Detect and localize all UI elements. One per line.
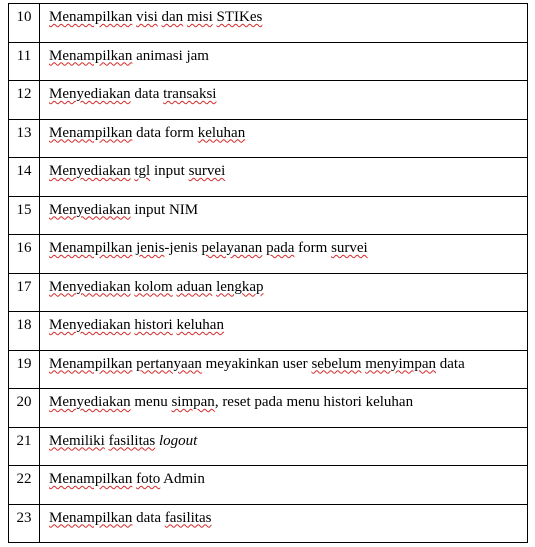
row-description <box>40 350 528 389</box>
spellcheck-flagged-word: aduan <box>176 278 213 295</box>
row-description <box>40 158 528 197</box>
row-number: 21 <box>9 427 40 466</box>
spellcheck-flagged-word: Menampilkan <box>49 509 133 526</box>
spellcheck-flagged-word: Menampilkan <box>49 9 133 25</box>
text-segment: , reset pada menu histori keluhan <box>214 394 414 410</box>
row-description <box>40 4 528 43</box>
spellcheck-flagged-word: Menampilkan <box>49 124 133 141</box>
row-number: 22 <box>9 466 40 505</box>
spellcheck-flagged-word: keluhan <box>197 124 246 141</box>
text-segment: data <box>132 509 165 526</box>
spellcheck-flagged-word: menyimpan <box>365 355 437 372</box>
spellcheck-flagged-word: simpan <box>171 394 215 410</box>
row-number: 19 <box>9 350 40 389</box>
row-description <box>40 42 528 81</box>
row-number: 15 <box>9 196 40 235</box>
spellcheck-flagged-word: pada <box>266 240 295 256</box>
table-row <box>9 273 528 312</box>
spellcheck-flagged-word: Menyediakan <box>49 394 131 410</box>
table-row <box>9 42 528 81</box>
text-segment: Admin <box>160 471 205 487</box>
spellcheck-flagged-word: Menyediakan <box>49 201 131 218</box>
row-description <box>40 466 528 505</box>
table-row <box>9 466 528 505</box>
requirements-table-body <box>9 4 528 543</box>
row-description <box>40 81 528 120</box>
spellcheck-flagged-word: Menampilkan <box>49 47 133 64</box>
row-description <box>40 273 528 312</box>
table-row <box>9 504 528 543</box>
row-number: 13 <box>9 119 40 158</box>
table-row <box>9 312 528 351</box>
spellcheck-flagged-word: visi <box>136 9 158 25</box>
table-row <box>9 350 528 389</box>
spellcheck-flagged-word: Menyediakan <box>49 317 131 333</box>
row-description <box>40 389 528 428</box>
spellcheck-flagged-word: transaksi <box>163 86 217 102</box>
text-segment: input NIM <box>130 201 199 218</box>
table-row <box>9 235 528 274</box>
spellcheck-flagged-word: lengkap <box>216 278 264 295</box>
spellcheck-flagged-word: survei <box>188 163 226 179</box>
spellcheck-flagged-word: tgl <box>134 163 151 179</box>
text-segment: -jenis <box>164 240 202 256</box>
spellcheck-flagged-word: Memiliki <box>49 432 105 449</box>
text-segment: data <box>130 86 164 102</box>
row-description <box>40 235 528 274</box>
spellcheck-flagged-word: Menyediakan <box>49 86 131 102</box>
text-segment: input <box>150 163 189 179</box>
spellcheck-flagged-word: kolom <box>134 278 173 295</box>
spellcheck-flagged-word: sebelum <box>311 355 362 372</box>
row-description <box>40 504 528 543</box>
row-number: 11 <box>9 42 40 81</box>
row-number: 12 <box>9 81 40 120</box>
spellcheck-flagged-word: Menampilkan <box>49 240 133 256</box>
spellcheck-flagged-word: keluhan <box>176 317 224 333</box>
spellcheck-flagged-word: jenis <box>136 240 165 256</box>
table-row <box>9 119 528 158</box>
text-segment: data <box>436 355 465 372</box>
row-number: 20 <box>9 389 40 428</box>
spellcheck-flagged-word: fasilitas <box>108 432 156 449</box>
spellcheck-flagged-word: pertanyaan <box>136 355 202 372</box>
spellcheck-flagged-word: pelayanan <box>201 240 263 256</box>
spellcheck-flagged-word: Menampilkan <box>49 355 133 372</box>
text-segment: data form <box>132 124 198 141</box>
spellcheck-flagged-word: fasilitas <box>164 509 212 526</box>
text-segment: menu <box>130 394 172 410</box>
spellcheck-flagged-word: foto <box>136 471 161 487</box>
spellcheck-flagged-word: survei <box>331 240 368 256</box>
spellcheck-flagged-word: histori <box>134 317 173 333</box>
row-description <box>40 312 528 351</box>
text-segment: animasi jam <box>132 47 209 64</box>
requirements-table <box>8 3 528 543</box>
row-description <box>40 119 528 158</box>
spellcheck-flagged-word: Menyediakan <box>49 278 131 295</box>
spellcheck-flagged-word: Menampilkan <box>49 471 133 487</box>
spellcheck-flagged-word: dan <box>161 9 184 25</box>
row-number: 18 <box>9 312 40 351</box>
table-row <box>9 81 528 120</box>
text-segment: form <box>294 240 332 256</box>
row-number: 14 <box>9 158 40 197</box>
spellcheck-flagged-word: Menyediakan <box>49 163 131 179</box>
row-number: 10 <box>9 4 40 43</box>
row-description <box>40 427 528 466</box>
table-row <box>9 389 528 428</box>
row-number: 17 <box>9 273 40 312</box>
italic-term: logout <box>159 432 198 449</box>
row-description <box>40 196 528 235</box>
table-row <box>9 158 528 197</box>
spellcheck-flagged-word: misi <box>186 9 213 25</box>
table-row <box>9 427 528 466</box>
table-row <box>9 196 528 235</box>
text-segment: meyakinkan user <box>201 355 312 372</box>
row-number: 16 <box>9 235 40 274</box>
row-number: 23 <box>9 504 40 543</box>
table-row <box>9 4 528 43</box>
spellcheck-flagged-word: STIKes <box>216 9 263 25</box>
